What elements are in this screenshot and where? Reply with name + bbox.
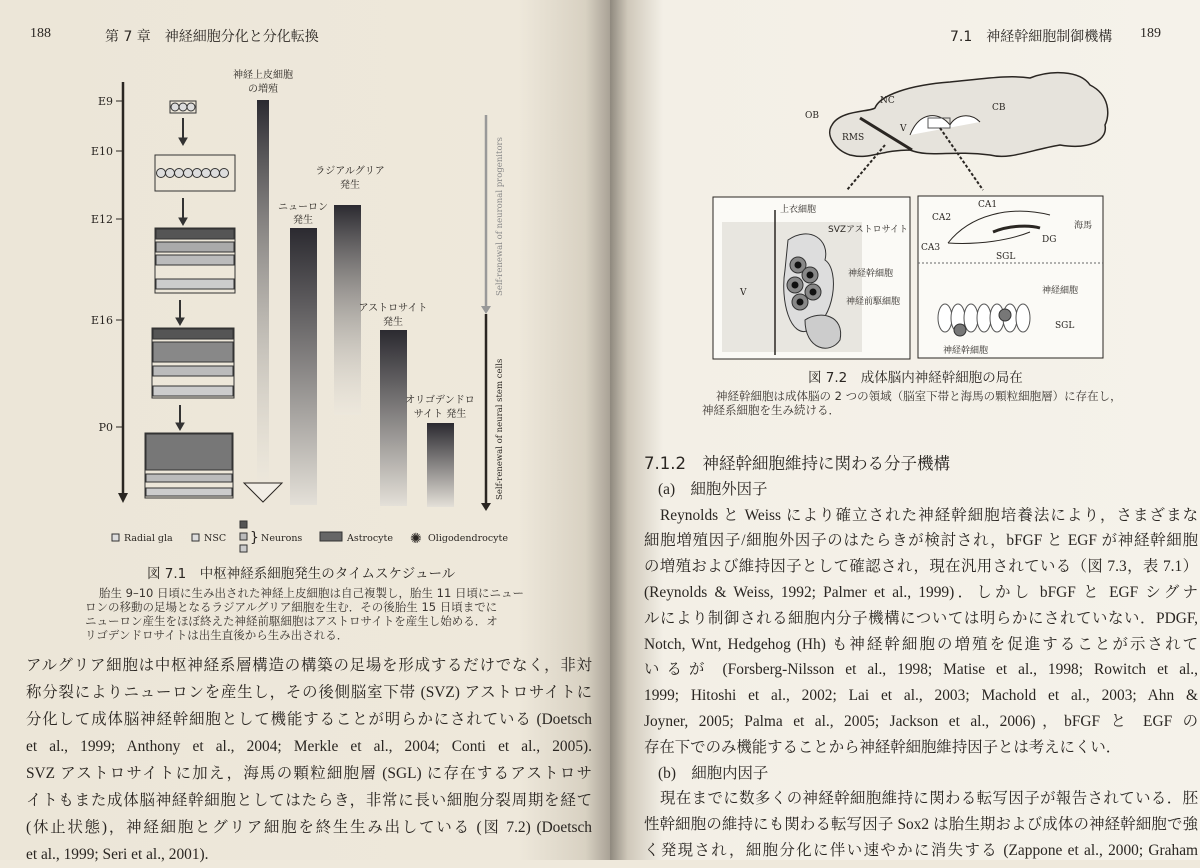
- body-line: (Reynolds & Weiss, 1992; Palmer et al., 1999)．しかし bFGF と EGF シグナ: [644, 583, 1198, 601]
- body-line: の増殖および維持因子として確認され，現在汎用されている（図 7.3，表 7.1）: [644, 558, 1198, 576]
- bar-label: 神経上皮細胞: [233, 70, 293, 81]
- body-line: et al., 1999; Anthony et al., 2004; Merkle et al., 2004; Conti et al., 2005).: [26, 738, 592, 755]
- body-text: [26, 652, 592, 868]
- body-line: 存在下でのみ機能することから神経幹細胞維持因子とは考えにくい．: [644, 738, 1122, 756]
- subsection-heading: (b) 細胞内因子: [658, 764, 769, 782]
- legend-label: Astrocyte: [347, 533, 393, 544]
- panel-label: SGL: [1055, 321, 1075, 331]
- body-line: 分化して成体脳神経幹細胞として機能することが明らかにされている (Doetsch: [26, 711, 592, 728]
- caption-line: ニューロン産生をほぼ終えた神経前駆細胞はアストロサイトを産生し始める．オ: [85, 614, 498, 628]
- panel-label: CA2: [932, 213, 952, 223]
- panel-label: 神経細胞: [1042, 286, 1079, 296]
- figure-7-2-caption: [702, 389, 1122, 417]
- panel-label: 神経前駆細胞: [846, 297, 901, 307]
- right-page: [610, 0, 1200, 860]
- bar-oligodendrocyte: [427, 423, 454, 507]
- figure-7-1-caption-title: 図 7.1 中枢神経系細胞発生のタイムスケジュール: [147, 566, 456, 582]
- brain-sagittal: [805, 73, 1108, 190]
- bar-label: サイト 発生: [413, 409, 467, 420]
- svg-text:}: }: [250, 530, 259, 546]
- figure-7-2-caption-title: 図 7.2 成体脳内神経幹細胞の局在: [808, 370, 1023, 386]
- stage-label: P0: [98, 421, 113, 434]
- bar-label: 発生: [293, 215, 313, 226]
- bar-label: 発生: [340, 180, 360, 191]
- stage-label: E9: [97, 95, 113, 108]
- figure-7-2: [610, 0, 1200, 370]
- body-line: ルにより制御される細胞内分子機構については明らかにされていない．PDGF,: [644, 609, 1198, 627]
- body-line: 称分裂によりニューロンを産生し，その後側脳室下帯 (SVZ) アストロサイトに: [26, 684, 592, 701]
- figure-7-1-caption: [85, 586, 524, 642]
- body-line: 性幹細胞の維持にも関わる転写因子 Sox2 は胎生期および成体の神経幹細胞で強: [644, 816, 1198, 834]
- stage-label: E10: [90, 145, 113, 158]
- brain-label: RMS: [842, 133, 865, 143]
- cell-layer-diagrams: [145, 101, 235, 498]
- epithelial-proliferation-arrow: [244, 100, 282, 502]
- body-line: Reynolds と Weiss により確立された神経幹細胞培養法により，さまざまな: [660, 506, 1198, 524]
- bar-label: オリゴデンドロ: [405, 395, 475, 406]
- figure-7-1: [0, 0, 610, 562]
- body-line: SVZ アストロサイトに加え，海馬の顆粒細胞層 (SGL) に存在するアストロサ: [26, 765, 592, 782]
- body-line: アルグリア細胞は中枢神経系層構造の構築の足場を形成するだけでなく，非対: [26, 657, 592, 674]
- running-head: 7.1 神経幹細胞制御機構: [950, 29, 1113, 45]
- side-label: Self-renewal of neuronal progenitors: [495, 137, 505, 296]
- panel-label: 上衣細胞: [780, 205, 817, 215]
- self-renewal-arrow: [481, 115, 505, 511]
- panel-label: CA1: [978, 200, 998, 210]
- body-line: イトもまた成体脳神経幹細胞としてはたらき，非常に長い細胞分裂周期を経て: [26, 792, 592, 809]
- body-line: (休止状態)，神経細胞とグリア細胞を終生生み出している (図 7.2) (Doetsch: [26, 819, 592, 836]
- page-number: 188: [30, 26, 51, 41]
- section-heading: 7.1.2 神経幹細胞維持に関わる分子機構: [644, 454, 950, 473]
- bar-label: ラジアルグリア: [315, 166, 385, 177]
- legend-label: Oligodendrocyte: [428, 533, 508, 544]
- panel-label: SGL: [996, 252, 1016, 262]
- body-line: Joyner, 2005; Palma et al., 2005; Jackson et al., 2006)，bFGF と EGF の: [644, 712, 1198, 730]
- body-line: 細胞増殖因子/細胞外因子のはたらきが検討され，bFGF と EGF が神経幹細胞: [644, 532, 1198, 550]
- brain-label: V: [900, 124, 907, 134]
- stage-label: E16: [90, 314, 113, 327]
- caption-line: 神経系細胞を生み続ける．: [702, 403, 840, 417]
- hippocampus-panel: [918, 196, 1103, 358]
- body-line: く発現され，細胞分化に伴い速やかに消失する (Zappone et al., 2000; Graham: [644, 841, 1198, 859]
- body-line: 現在までに数多くの神経幹細胞維持に関わる転写因子が報告されている．胚: [660, 790, 1198, 808]
- body-line: いるが (Forsberg-Nilsson et al., 1998; Matise et al., 1998; Rowitch et al.,: [644, 661, 1198, 679]
- bar-label: アストロサイト: [358, 303, 428, 314]
- side-label: Self-renewal of neural stem cells: [495, 358, 505, 500]
- oligodendrocyte-icon: ✺: [410, 531, 422, 547]
- bar-label: 発生: [383, 317, 403, 328]
- subsection-heading: (a) 細胞外因子: [658, 480, 768, 498]
- legend-label: Neurons: [261, 533, 303, 544]
- body-line: Notch, Wnt, Hedgehog (Hh) も神経幹細胞の増殖を促進することが示されて: [644, 635, 1198, 653]
- stage-label: E12: [90, 213, 113, 226]
- running-head: 第 7 章 神経細胞分化と分化転換: [105, 29, 319, 45]
- panel-label: 神経幹細胞: [848, 269, 894, 279]
- bar-label: ニューロン: [278, 202, 328, 213]
- brain-label: CB: [992, 103, 1006, 113]
- legend-label: Radial gla: [124, 533, 173, 544]
- bar-astrocyte: [380, 330, 407, 506]
- caption-line: リゴデンドロサイトは出生直後から生み出される．: [85, 628, 349, 642]
- bar-radial-glia: [334, 205, 361, 415]
- right-body: [644, 451, 1198, 864]
- bar-neuron: [290, 228, 317, 505]
- caption-line: 胎生 9–10 日頃に生み出された神経上皮細胞は自己複製し，胎生 11 日頃にニュー: [99, 586, 524, 600]
- panel-label: CA3: [921, 243, 941, 253]
- panel-label: V: [740, 288, 747, 298]
- panel-label: DG: [1042, 235, 1057, 245]
- body-line: 1999; Hitoshi et al., 2002; Lai et al., 2003; Machold et al., 2003; Ahn &: [644, 687, 1198, 705]
- panel-label: 神経幹細胞: [943, 346, 989, 356]
- brain-label: NC: [880, 96, 895, 106]
- panel-label: SVZアストロサイト: [828, 225, 909, 235]
- time-axis: [91, 82, 128, 503]
- body-line: et al., 1999; Seri et al., 2001).: [26, 846, 209, 863]
- bar-label: の増殖: [248, 84, 278, 95]
- page-number: 189: [1140, 26, 1161, 41]
- caption-line: 神経幹細胞は成体脳の 2 つの領域（脳室下帯と海馬の顆粒細胞層）に存在し，: [716, 389, 1122, 403]
- legend-label: NSC: [204, 533, 227, 544]
- caption-line: ロンの移動の足場となるラジアルグリア細胞を生む．その後胎生 15 日頃までに: [85, 600, 498, 614]
- svz-panel: [713, 197, 910, 359]
- brain-label: OB: [805, 111, 819, 121]
- legend: [112, 521, 508, 552]
- panel-label: 海馬: [1074, 221, 1093, 231]
